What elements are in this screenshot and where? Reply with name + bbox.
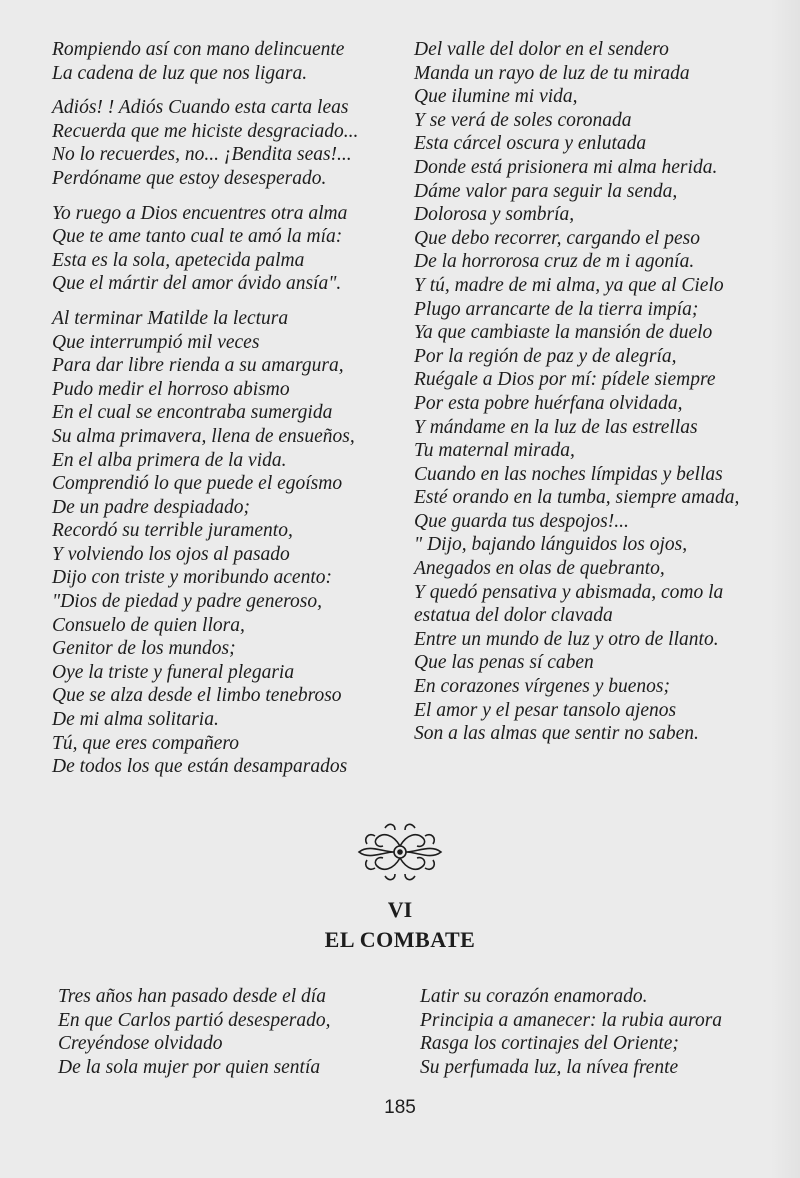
stanza [52,38,397,85]
verse-line: En que Carlos partió desesperado, [58,1009,331,1031]
verse-line: Que se alza desde el limbo tenebroso [52,685,342,707]
verse-line: Ruégale a Dios por mí: pídele siempre [414,369,716,391]
verse-line: Adiós! ! Adiós Cuando esta carta leas [52,97,349,119]
verse-line: Donde está prisionera mi alma herida. [414,156,718,178]
verse-line: Que ilumine mi vida, [414,86,578,108]
verse-line: De todos los que están desamparados [52,756,348,778]
stanza [52,307,397,779]
chapter-number: VI [387,897,413,922]
stanza [52,96,397,190]
verse-line: Y quedó pensativa y abismada, como la [414,581,724,603]
right-column [414,38,790,746]
verse-line: Recuerda que me hiciste desgraciado... [52,120,359,142]
verse-line: Comprendió lo que puede el egoísmo [52,473,343,495]
verse-line: De un padre despiadado; [52,496,251,518]
verse-line: De la sola mujer por quien sentía [58,1056,321,1078]
verse-line: Genitor de los mundos; [52,638,236,660]
verse-line: Y se verá de soles coronada [414,109,632,131]
verse-line: Por esta pobre huérfana olvidada, [414,392,683,414]
verse-line: Ya que cambiaste la mansión de duelo [414,322,713,344]
verse-line: El amor y el pesar tansolo ajenos [414,699,677,721]
bottom-left-column [58,985,398,1079]
verse-line: Que debo recorrer, cargando el peso [414,227,700,249]
verse-line: Principia a amanecer: la rubia aurora [420,1009,723,1031]
verse-line: Dáme valor para seguir la senda, [414,180,678,202]
verse-line: De mi alma solitaria. [52,709,219,731]
floral-ornament-icon [355,814,445,889]
verse-line: De la horrorosa cruz de m i agonía. [414,251,695,273]
verse-line: Y mándame en la luz de las estrellas [414,416,698,438]
verse-line: Dijo con triste y moribundo acento: [52,567,332,589]
verse-line: Esta es la sola, apetecida palma [52,249,305,271]
verse-line: Rompiendo así con mano delincuente [52,39,345,60]
verse-line: Recordó su terrible juramento, [52,520,293,542]
verse-line: Y tú, madre de mi alma, ya que al Cielo [414,274,724,296]
chapter-title: EL COMBATE [324,927,476,952]
verse-line: Yo ruego a Dios encuentres otra alma [52,202,348,224]
verse-line: Para dar libre rienda a su amargura, [52,355,344,377]
verse-line: Pudo medir el horroso abismo [52,378,290,400]
verse-line: Su perfumada luz, la nívea frente [420,1056,679,1078]
left-column [52,38,397,790]
verse-line: La cadena de luz que nos ligara. [52,62,308,84]
verse-line: Que interrumpió mil veces [52,331,260,353]
verse-line: Consuelo de quien llora, [52,614,245,636]
verse-line: Dolorosa y sombría, [414,204,575,226]
page-number: 185 [384,1097,416,1118]
verse-line: Su alma primavera, llena de ensueños, [52,425,355,447]
verse-line: Creyéndose olvidado [58,1033,223,1055]
verse-line: Que las penas sí caben [414,652,594,674]
verse-line: Que el mártir del amor ávido ansía". [52,273,342,295]
verse-line: Tu maternal mirada, [414,440,575,462]
verse-line: Manda un rayo de luz de tu mirada [414,62,690,84]
facing-page-shadow [770,0,800,1178]
verse-line: Y volviendo los ojos al pasado [52,543,290,565]
verse-line: Rasga los cortinajes del Oriente; [420,1033,679,1055]
verse-line: En corazones vírgenes y buenos; [414,676,670,698]
verse-line: Perdóname que estoy desesperado. [52,167,327,189]
bottom-right-column [420,985,790,1079]
verse-line: " Dijo, bajando lánguidos los ojos, [414,534,688,556]
verse-line: Anegados en olas de quebranto, [414,558,665,580]
verse-line: Del valle del dolor en el sendero [414,39,669,60]
verse-line: Latir su corazón enamorado. [420,986,648,1007]
stanza [52,202,397,296]
verse-line: Entre un mundo de luz y otro de llanto. [414,628,719,650]
verse-line: Plugo arrancarte de la tierra impía; [414,298,699,320]
verse-line: En el cual se encontraba sumergida [52,402,333,424]
verse-line: Son a las almas que sentir no saben. [414,723,699,745]
verse-line: estatua del dolor clavada [414,605,613,627]
verse-line: Que te ame tanto cual te amó la mía: [52,226,343,248]
verse-line: Por la región de paz y de alegría, [414,345,677,367]
verse-line: Cuando en las noches límpidas y bellas [414,463,723,485]
verse-line: En el alba primera de la vida. [52,449,287,471]
verse-line: No lo recuerdes, no... ¡Bendita seas!... [52,144,352,166]
verse-line: Tres años han pasado desde el día [58,986,326,1007]
verse-line: Esta cárcel oscura y enlutada [414,133,647,155]
verse-line: "Dios de piedad y padre generoso, [52,591,322,613]
verse-line: Esté orando en la tumba, siempre amada, [414,487,740,509]
verse-line: Oye la triste y funeral plegaria [52,661,295,683]
verse-line: Que guarda tus despojos!... [414,510,629,532]
verse-line: Al terminar Matilde la lectura [52,307,289,329]
verse-line: Tú, que eres compañero [52,732,240,754]
